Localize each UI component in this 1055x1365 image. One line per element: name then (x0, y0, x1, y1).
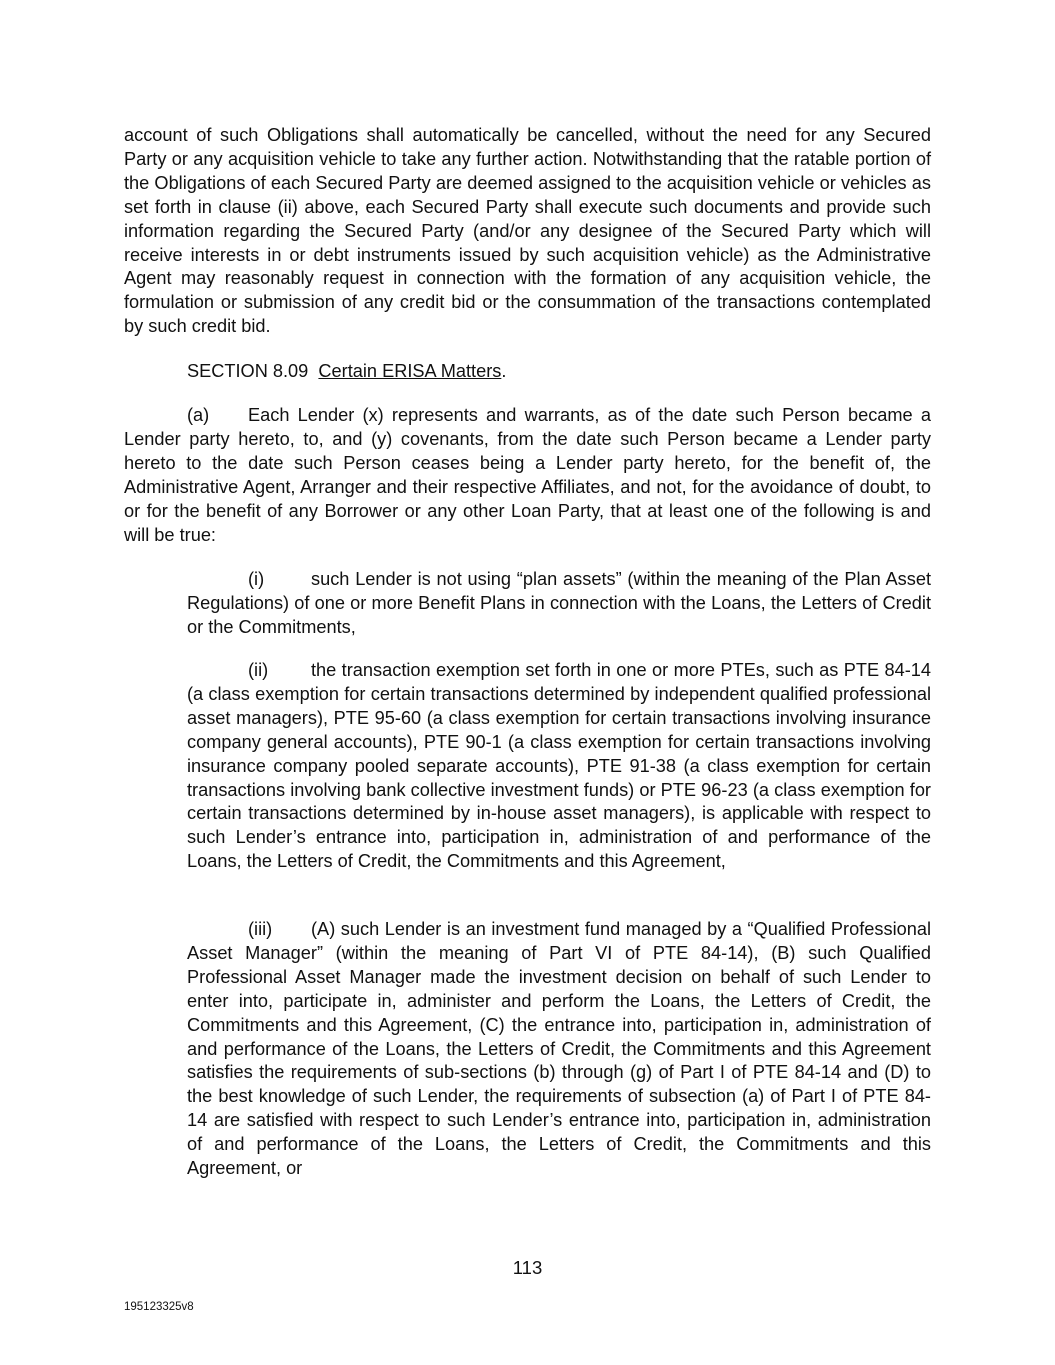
section-number: SECTION 8.09 (187, 361, 309, 381)
subclause-i-label: (i) (248, 569, 265, 589)
subclause-ii-paragraph (187, 659, 931, 874)
subclause-ii-text: the transaction exemption set forth in one or more PTEs, such as PTE 84-14 (a class exemption for certain transactions determined by independent qualified professional asset managers), PTE 95-60 (a class exemption for certain transactions involving insurance company general accounts), PTE 90-1 (a class exemption for certain transactions involving insurance company pooled separate accounts), PTE 91-38 (a class exemption for certain transactions involving bank collective investment funds) or PTE 96-23 (a class exemption for certain transactions determined by in-house asset managers), is applicable with respect to such Lender’s entrance into, participation in, administration of and performance of the Loans, the Letters of Credit, the Commitments and this Agreement, (187, 660, 931, 872)
subclause-iii-paragraph (187, 918, 931, 1181)
section-heading-period: . (501, 361, 507, 381)
subclause-i-text: such Lender is not using “plan assets” (within the meaning of the Plan Asset Regulations) of one or more Benefit Plans in connection with the Loans, the Letters of Credit or the Commitments, (187, 569, 931, 637)
page-number: 113 (512, 1257, 543, 1278)
section-heading (187, 360, 506, 384)
clause-a-label: (a) (187, 405, 210, 425)
subclause-ii-label: (ii) (248, 660, 269, 680)
subclause-iii-text: (A) such Lender is an investment fund managed by a “Qualified Professional Asset Manager” (within the meaning of Part VI of PTE 84-14), (B) such Qualified Professional Asset Manager made the investment decision on behalf of such Lender to enter into, participate in, administer and perform the Loans, the Letters of Credit, the Commitments and this Agreement, (C) the entrance into, participation in, administration of and performance of the Loans, the Letters of Credit, the Commitments and this Agreement satisfies the requirements of sub-sections (b) through (g) of Part I of PTE 84-14 and (D) to the best knowledge of such Lender, the requirements of subsection (a) of Part I of PTE 84-14 are satisfied with respect to such Lender’s entrance into, participation in, administration of and performance of the Loans, the Letters of Credit, the Commitments and this Agreement, or (187, 919, 931, 1179)
document-id: 195123325v8 (124, 1301, 194, 1313)
subclause-i-paragraph (187, 568, 931, 640)
clause-a-paragraph (124, 404, 931, 547)
subclause-iii-label: (iii) (248, 919, 273, 939)
clause-a-text: Each Lender (x) represents and warrants, as of the date such Person became a Lender party hereto, to, and (y) covenants, from the date such Person became a Lender party hereto to the date such Person ceases being a Lender party hereto, for the benefit of, the Administrative Agent, Arranger and their respective Affiliates, and not, for the avoidance of doubt, to or for the benefit of any Borrower or any other Loan Party, that at least one of the following is and will be true: (124, 405, 931, 545)
section-title: Certain ERISA Matters (318, 361, 502, 381)
continuation-paragraph: account of such Obligations shall automatically be cancelled, without the need for any Secured Party or any acquisition vehicle to take any further action. Notwithstanding that the ratable portion of the Obligations of each Secured Party are deemed assigned to the acquisition vehicle or vehicles as set forth in clause (ii) above, each Secured Party shall execute such documents and provide such information regarding the Secured Party (and/or any designee of the Secured Party which will receive interests in or debt instruments issued by such acquisition vehicle) as the Administrative Agent may reasonably request in connection with the formation of any acquisition vehicle, the formulation or submission of any credit bid or the consummation of the transactions contemplated by such credit bid. (124, 125, 931, 337)
